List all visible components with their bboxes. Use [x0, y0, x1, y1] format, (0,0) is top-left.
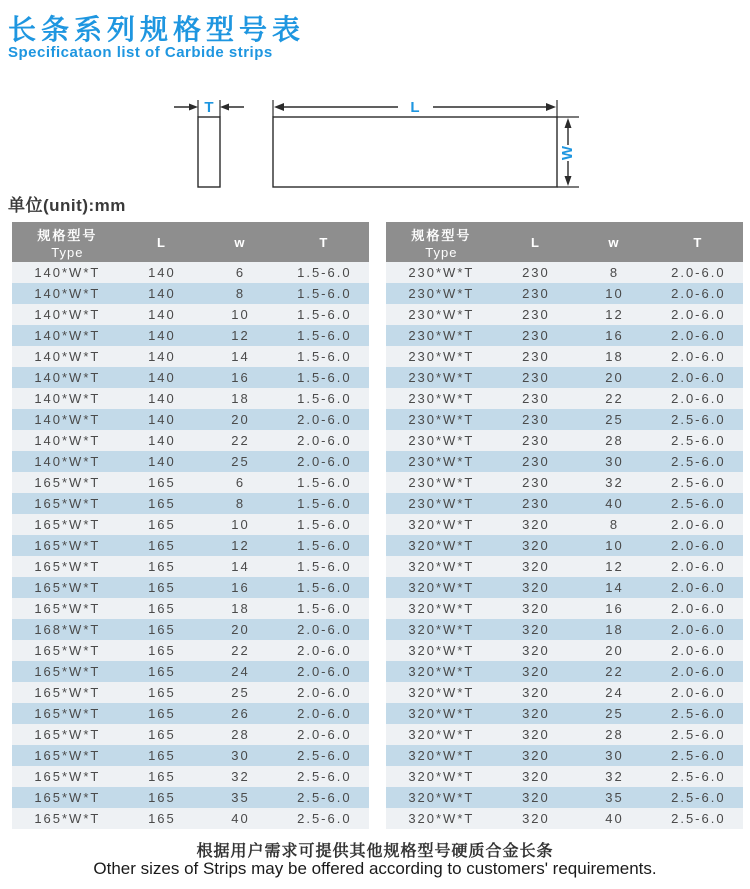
- table-cell: 165*W*T: [12, 745, 123, 766]
- table-cell: 140: [123, 388, 202, 409]
- table-cell: 35: [201, 787, 280, 808]
- table-cell: 320*W*T: [386, 787, 497, 808]
- table-row: [386, 472, 743, 493]
- table-cell: 320: [497, 556, 576, 577]
- table-row: [386, 388, 743, 409]
- table-cell: 16: [575, 325, 654, 346]
- table-cell: 230*W*T: [386, 451, 497, 472]
- table-cell: 2.0-6.0: [654, 304, 743, 325]
- table-row: [386, 493, 743, 514]
- table-row: [386, 766, 743, 787]
- table-cell: 320*W*T: [386, 766, 497, 787]
- table-cell: 1.5-6.0: [280, 493, 369, 514]
- table-cell: 2.0-6.0: [654, 535, 743, 556]
- table-cell: 30: [201, 745, 280, 766]
- table-cell: 10: [575, 535, 654, 556]
- table-cell: 2.0-6.0: [280, 703, 369, 724]
- table-cell: 230: [497, 283, 576, 304]
- table-cell: 1.5-6.0: [280, 556, 369, 577]
- table-cell: 2.0-6.0: [654, 283, 743, 304]
- table-cell: 1.5-6.0: [280, 283, 369, 304]
- table-row: [12, 598, 369, 619]
- table-cell: 140*W*T: [12, 451, 123, 472]
- table-row: [386, 535, 743, 556]
- table-cell: 18: [201, 598, 280, 619]
- table-row: [12, 430, 369, 451]
- table-cell: 26: [201, 703, 280, 724]
- table-cell: 165: [123, 661, 202, 682]
- page-title: 长条系列规格型号表: [8, 14, 306, 45]
- table-cell: 8: [575, 262, 654, 283]
- table-cell: 165: [123, 514, 202, 535]
- table-row: [386, 514, 743, 535]
- table-cell: 16: [575, 598, 654, 619]
- table-cell: 140: [123, 304, 202, 325]
- dimension-label-l: L: [410, 99, 420, 116]
- table-cell: 2.0-6.0: [654, 346, 743, 367]
- table-header-row: [386, 222, 743, 262]
- table-cell: 25: [575, 409, 654, 430]
- table-cell: 2.0-6.0: [654, 640, 743, 661]
- table-row: [386, 556, 743, 577]
- table-cell: 165*W*T: [12, 493, 123, 514]
- table-cell: 1.5-6.0: [280, 598, 369, 619]
- table-cell: 22: [201, 640, 280, 661]
- table-cell: 2.0-6.0: [654, 661, 743, 682]
- table-cell: 230: [497, 262, 576, 283]
- table-cell: 2.0-6.0: [654, 262, 743, 283]
- table-cell: 2.0-6.0: [654, 556, 743, 577]
- table-cell: 230: [497, 367, 576, 388]
- table-row: [386, 283, 743, 304]
- table-cell: 2.5-6.0: [654, 472, 743, 493]
- table-cell: 320: [497, 577, 576, 598]
- table-cell: 230*W*T: [386, 430, 497, 451]
- table-cell: 2.5-6.0: [280, 745, 369, 766]
- table-cell: 165: [123, 535, 202, 556]
- table-cell: 2.5-6.0: [280, 766, 369, 787]
- table-cell: 32: [575, 472, 654, 493]
- table-cell: 2.0-6.0: [280, 409, 369, 430]
- table-cell: 2.0-6.0: [280, 724, 369, 745]
- table-cell: 165: [123, 556, 202, 577]
- table-cell: 165: [123, 808, 202, 829]
- column-header-t: T: [280, 222, 369, 262]
- table-cell: 18: [575, 619, 654, 640]
- table-cell: 320: [497, 808, 576, 829]
- table-cell: 165*W*T: [12, 640, 123, 661]
- table-cell: 165*W*T: [12, 661, 123, 682]
- table-cell: 8: [201, 493, 280, 514]
- table-cell: 320*W*T: [386, 808, 497, 829]
- table-cell: 140: [123, 430, 202, 451]
- table-row: [12, 304, 369, 325]
- table-cell: 25: [575, 703, 654, 724]
- table-cell: 1.5-6.0: [280, 367, 369, 388]
- table-cell: 22: [575, 661, 654, 682]
- table-cell: 320*W*T: [386, 577, 497, 598]
- table-cell: 140*W*T: [12, 430, 123, 451]
- table-cell: 320: [497, 535, 576, 556]
- table-cell: 320: [497, 661, 576, 682]
- spec-table-right: [386, 222, 743, 829]
- table-cell: 140*W*T: [12, 325, 123, 346]
- table-cell: 230*W*T: [386, 346, 497, 367]
- table-row: [386, 577, 743, 598]
- table-cell: 165: [123, 724, 202, 745]
- table-cell: 230*W*T: [386, 283, 497, 304]
- table-cell: 320: [497, 787, 576, 808]
- table-row: [386, 808, 743, 829]
- table-cell: 320*W*T: [386, 724, 497, 745]
- table-header-row: [12, 222, 369, 262]
- table-cell: 2.5-6.0: [654, 430, 743, 451]
- table-cell: 320*W*T: [386, 703, 497, 724]
- table-cell: 8: [575, 514, 654, 535]
- table-cell: 1.5-6.0: [280, 535, 369, 556]
- table-cell: 230: [497, 451, 576, 472]
- table-cell: 22: [201, 430, 280, 451]
- table-row: [12, 745, 369, 766]
- table-cell: 14: [201, 556, 280, 577]
- table-cell: 230: [497, 325, 576, 346]
- table-cell: 2.0-6.0: [280, 451, 369, 472]
- table-cell: 140: [123, 325, 202, 346]
- table-row: [386, 787, 743, 808]
- table-row: [12, 724, 369, 745]
- table-cell: 40: [201, 808, 280, 829]
- table-cell: 1.5-6.0: [280, 325, 369, 346]
- table-row: [386, 262, 743, 283]
- table-cell: 230: [497, 346, 576, 367]
- table-row: [386, 304, 743, 325]
- table-cell: 140*W*T: [12, 367, 123, 388]
- table-cell: 230*W*T: [386, 493, 497, 514]
- table-row: [12, 409, 369, 430]
- table-cell: 230: [497, 409, 576, 430]
- table-cell: 165: [123, 682, 202, 703]
- unit-label: 单位(unit):mm: [8, 196, 126, 215]
- table-cell: 230: [497, 304, 576, 325]
- column-header-t: T: [654, 222, 743, 262]
- table-cell: 14: [575, 577, 654, 598]
- table-cell: 16: [201, 577, 280, 598]
- table-cell: 320*W*T: [386, 556, 497, 577]
- table-cell: 230: [497, 430, 576, 451]
- spec-table-left: [12, 222, 369, 829]
- table-cell: 320: [497, 724, 576, 745]
- table-cell: 2.0-6.0: [654, 577, 743, 598]
- table-cell: 8: [201, 283, 280, 304]
- table-cell: 140: [123, 262, 202, 283]
- table-cell: 140: [123, 283, 202, 304]
- table-row: [12, 703, 369, 724]
- table-cell: 2.5-6.0: [654, 451, 743, 472]
- table-cell: 165*W*T: [12, 787, 123, 808]
- table-cell: 140*W*T: [12, 388, 123, 409]
- table-cell: 165: [123, 619, 202, 640]
- table-row: [12, 640, 369, 661]
- table-cell: 28: [575, 430, 654, 451]
- column-header-l: L: [123, 222, 202, 262]
- table-cell: 165*W*T: [12, 808, 123, 829]
- table-cell: 320: [497, 745, 576, 766]
- table-cell: 2.5-6.0: [654, 724, 743, 745]
- table-cell: 165*W*T: [12, 472, 123, 493]
- table-cell: 230*W*T: [386, 472, 497, 493]
- table-cell: 14: [201, 346, 280, 367]
- table-cell: 40: [575, 808, 654, 829]
- table-row: [12, 493, 369, 514]
- table-cell: 320*W*T: [386, 745, 497, 766]
- table-cell: 320: [497, 619, 576, 640]
- table-row: [12, 682, 369, 703]
- table-cell: 2.5-6.0: [280, 787, 369, 808]
- table-cell: 320: [497, 703, 576, 724]
- table-cell: 230*W*T: [386, 367, 497, 388]
- table-row: [12, 367, 369, 388]
- table-row: [12, 619, 369, 640]
- table-cell: 24: [201, 661, 280, 682]
- table-cell: 230*W*T: [386, 325, 497, 346]
- table-cell: 2.5-6.0: [654, 493, 743, 514]
- table-cell: 230: [497, 388, 576, 409]
- table-cell: 230: [497, 472, 576, 493]
- table-row: [12, 388, 369, 409]
- table-cell: 140*W*T: [12, 346, 123, 367]
- table-cell: 2.0-6.0: [280, 640, 369, 661]
- table-cell: 2.0-6.0: [654, 619, 743, 640]
- table-cell: 2.0-6.0: [654, 682, 743, 703]
- strip-cross-section-shape: [198, 117, 220, 187]
- table-cell: 18: [575, 346, 654, 367]
- table-row: [386, 409, 743, 430]
- table-row: [12, 262, 369, 283]
- table-cell: 1.5-6.0: [280, 577, 369, 598]
- table-cell: 320*W*T: [386, 598, 497, 619]
- table-cell: 165: [123, 640, 202, 661]
- table-cell: 230*W*T: [386, 388, 497, 409]
- table-cell: 140: [123, 346, 202, 367]
- table-cell: 2.0-6.0: [280, 661, 369, 682]
- table-row: [386, 346, 743, 367]
- table-cell: 165: [123, 472, 202, 493]
- table-cell: 20: [201, 619, 280, 640]
- table-row: [12, 808, 369, 829]
- table-cell: 140*W*T: [12, 262, 123, 283]
- table-cell: 2.0-6.0: [654, 325, 743, 346]
- table-cell: 2.0-6.0: [654, 514, 743, 535]
- footer-note-zh: 根据用户需求可提供其他规格型号硬质合金长条: [196, 843, 554, 860]
- table-cell: 320*W*T: [386, 535, 497, 556]
- table-cell: 140*W*T: [12, 304, 123, 325]
- table-row: [12, 325, 369, 346]
- table-cell: 12: [201, 535, 280, 556]
- table-cell: 140: [123, 451, 202, 472]
- table-cell: 2.5-6.0: [654, 808, 743, 829]
- table-cell: 230*W*T: [386, 409, 497, 430]
- table-cell: 165: [123, 703, 202, 724]
- table-row: [386, 745, 743, 766]
- table-row: [386, 367, 743, 388]
- column-header-w: w: [575, 222, 654, 262]
- table-cell: 165: [123, 745, 202, 766]
- table-row: [12, 556, 369, 577]
- table-cell: 2.5-6.0: [654, 787, 743, 808]
- footer-note-en: Other sizes of Strips may be offered according to customers' requirements.: [93, 859, 657, 878]
- table-cell: 30: [575, 745, 654, 766]
- strip-side-view-shape: [273, 117, 557, 187]
- table-row: [386, 682, 743, 703]
- column-header-type-en: Type: [51, 244, 84, 260]
- table-cell: 320: [497, 682, 576, 703]
- dimension-label-w: W: [558, 145, 576, 161]
- table-cell: 140: [123, 367, 202, 388]
- table-cell: 165: [123, 493, 202, 514]
- table-cell: 12: [575, 556, 654, 577]
- table-cell: 140*W*T: [12, 409, 123, 430]
- column-header-type: [12, 222, 123, 262]
- table-cell: 28: [201, 724, 280, 745]
- table-cell: 25: [201, 682, 280, 703]
- table-cell: 2.5-6.0: [654, 766, 743, 787]
- table-cell: 168*W*T: [12, 619, 123, 640]
- column-header-type-en: Type: [425, 244, 458, 260]
- table-cell: 28: [575, 724, 654, 745]
- column-header-type-zh: 规格型号: [37, 227, 98, 243]
- table-cell: 2.0-6.0: [654, 388, 743, 409]
- table-row: [386, 724, 743, 745]
- table-cell: 10: [575, 283, 654, 304]
- table-cell: 140*W*T: [12, 283, 123, 304]
- table-row: [386, 598, 743, 619]
- table-cell: 2.0-6.0: [654, 367, 743, 388]
- table-cell: 230: [497, 493, 576, 514]
- table-row: [12, 283, 369, 304]
- table-row: [12, 346, 369, 367]
- table-cell: 165: [123, 766, 202, 787]
- table-cell: 230*W*T: [386, 262, 497, 283]
- table-cell: 320: [497, 514, 576, 535]
- table-row: [12, 472, 369, 493]
- table-row: [386, 661, 743, 682]
- table-cell: 10: [201, 304, 280, 325]
- table-row: [12, 514, 369, 535]
- table-cell: 320*W*T: [386, 514, 497, 535]
- table-cell: 320*W*T: [386, 640, 497, 661]
- table-cell: 165*W*T: [12, 682, 123, 703]
- table-row: [386, 703, 743, 724]
- table-cell: 20: [201, 409, 280, 430]
- page-subtitle: Specificataon list of Carbide strips: [8, 44, 273, 61]
- table-cell: 140: [123, 409, 202, 430]
- table-cell: 165: [123, 598, 202, 619]
- table-cell: 22: [575, 388, 654, 409]
- table-cell: 1.5-6.0: [280, 304, 369, 325]
- table-row: [386, 325, 743, 346]
- table-row: [12, 577, 369, 598]
- table-row: [12, 535, 369, 556]
- dimension-label-t: T: [204, 99, 214, 116]
- table-cell: 2.0-6.0: [280, 430, 369, 451]
- table-cell: 18: [201, 388, 280, 409]
- table-cell: 165*W*T: [12, 724, 123, 745]
- table-cell: 20: [575, 640, 654, 661]
- table-cell: 165*W*T: [12, 514, 123, 535]
- table-cell: 24: [575, 682, 654, 703]
- table-cell: 1.5-6.0: [280, 262, 369, 283]
- table-cell: 165: [123, 787, 202, 808]
- table-cell: 25: [201, 451, 280, 472]
- table-row: [386, 430, 743, 451]
- table-cell: 32: [201, 766, 280, 787]
- table-cell: 1.5-6.0: [280, 472, 369, 493]
- table-cell: 320: [497, 598, 576, 619]
- table-cell: 6: [201, 262, 280, 283]
- table-cell: 1.5-6.0: [280, 388, 369, 409]
- table-cell: 35: [575, 787, 654, 808]
- table-row: [12, 451, 369, 472]
- table-row: [12, 787, 369, 808]
- table-cell: 320*W*T: [386, 661, 497, 682]
- table-cell: 165*W*T: [12, 598, 123, 619]
- strip-dimension-diagram: [0, 90, 600, 200]
- table-cell: 20: [575, 367, 654, 388]
- table-cell: 2.5-6.0: [654, 745, 743, 766]
- table-cell: 12: [201, 325, 280, 346]
- table-cell: 12: [575, 304, 654, 325]
- column-header-l: L: [497, 222, 576, 262]
- table-cell: 230*W*T: [386, 304, 497, 325]
- column-header-type: [386, 222, 497, 262]
- table-cell: 2.0-6.0: [280, 619, 369, 640]
- table-cell: 165*W*T: [12, 766, 123, 787]
- table-cell: 2.5-6.0: [280, 808, 369, 829]
- table-row: [12, 766, 369, 787]
- table-row: [386, 451, 743, 472]
- table-cell: 165*W*T: [12, 703, 123, 724]
- table-cell: 2.0-6.0: [654, 598, 743, 619]
- table-cell: 10: [201, 514, 280, 535]
- table-cell: 2.5-6.0: [654, 703, 743, 724]
- table-cell: 16: [201, 367, 280, 388]
- table-cell: 320: [497, 766, 576, 787]
- table-cell: 320: [497, 640, 576, 661]
- table-cell: 320*W*T: [386, 682, 497, 703]
- table-cell: 165: [123, 577, 202, 598]
- table-cell: 32: [575, 766, 654, 787]
- table-cell: 2.0-6.0: [280, 682, 369, 703]
- column-header-w: w: [201, 222, 280, 262]
- table-cell: 30: [575, 451, 654, 472]
- table-cell: 1.5-6.0: [280, 514, 369, 535]
- column-header-type-zh: 规格型号: [411, 227, 472, 243]
- table-cell: 165*W*T: [12, 535, 123, 556]
- table-row: [12, 661, 369, 682]
- table-cell: 40: [575, 493, 654, 514]
- table-cell: 165*W*T: [12, 577, 123, 598]
- table-cell: 320*W*T: [386, 619, 497, 640]
- table-row: [386, 640, 743, 661]
- table-cell: 1.5-6.0: [280, 346, 369, 367]
- table-cell: 2.5-6.0: [654, 409, 743, 430]
- table-cell: 6: [201, 472, 280, 493]
- table-cell: 165*W*T: [12, 556, 123, 577]
- table-row: [386, 619, 743, 640]
